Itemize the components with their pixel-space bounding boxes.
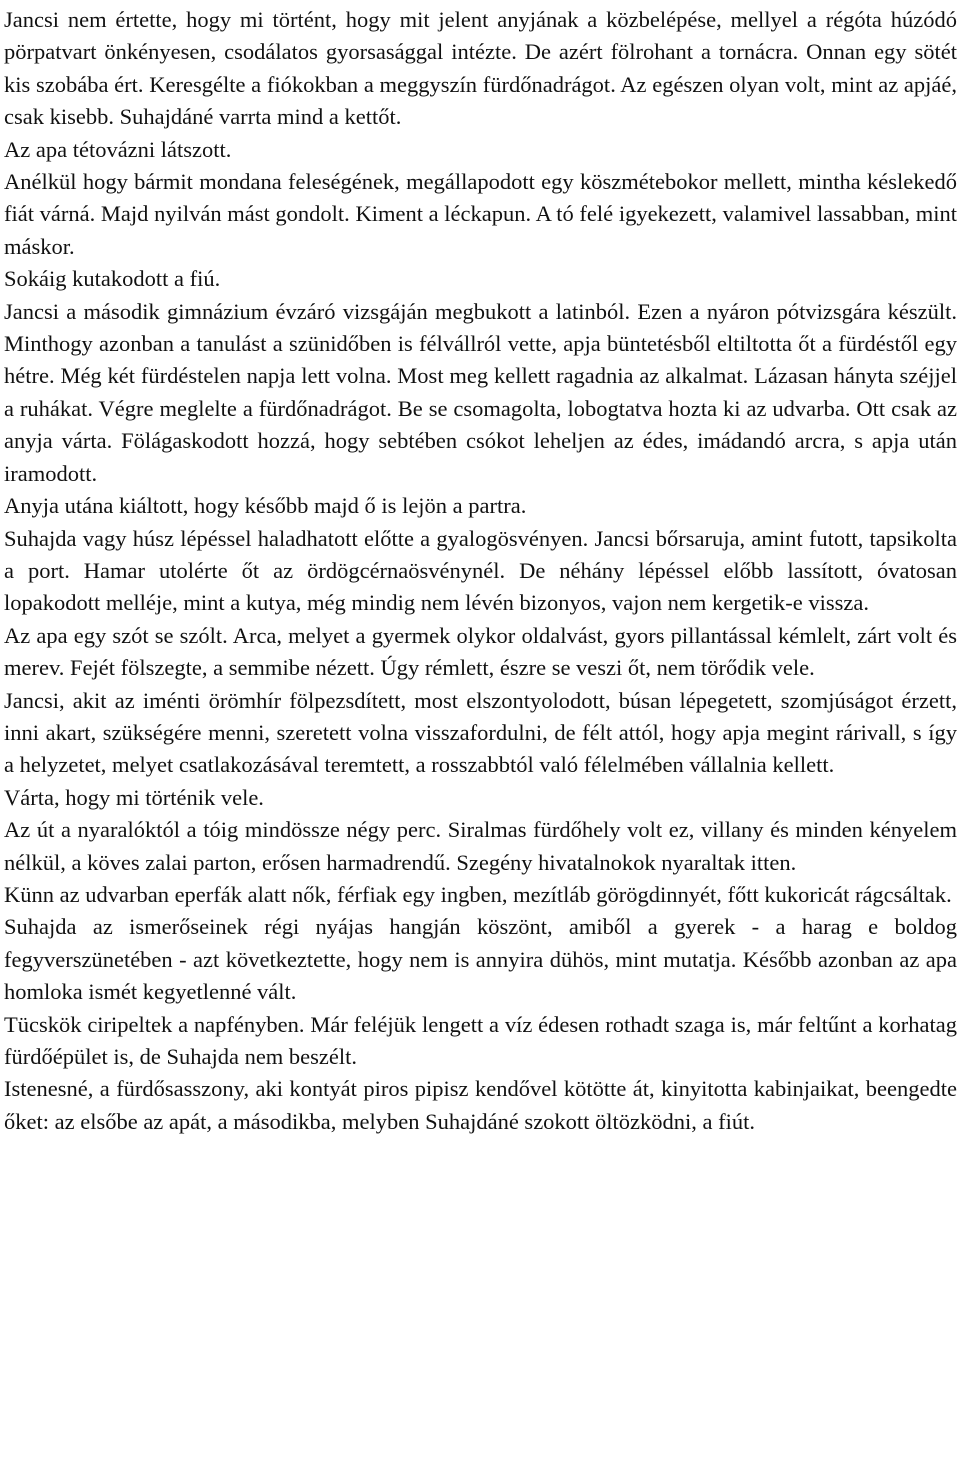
paragraph-11: Az út a nyaralóktól a tóig mindössze négy perc. Siralmas fürdőhely volt ez, villany és minden kényelem nélkül, a köves zalai parton, erősen harmadrendű. Szegény hivatalnokok nyaraltak itten. xyxy=(4,817,957,875)
paragraph-4: Sokáig kutakodott a fiú. xyxy=(4,266,221,292)
paragraph-14: Tücskök ciripeltek a napfényben. Már feléjük lengett a víz édesen rothadt szaga is, már feltűnt a korhatag fürdőépület is, de Suhajda nem beszélt. xyxy=(4,1011,957,1069)
paragraph-7: Suhajda vagy húsz lépéssel haladhatott előtte a gyalogösvényen. Jancsi bőrsaruja, amint futott, tapsikolta a port. Hamar utolérte őt az ördögcérnaösvénynél. De néhány lépéssel előbb lassított, óvatosan lopakodott melléje, mint a kutya, még mindig nem lévén bizonyos, vajon nem kergetik-e vissza. xyxy=(4,525,957,616)
paragraph-8: Az apa egy szót se szólt. Arca, melyet a gyermek olykor oldalvást, gyors pillantással kémlelt, zárt volt és merev. Fejét fölszegte, a semmibe nézett. Úgy rémlett, észre se veszi őt, nem törődik vele. xyxy=(4,622,957,681)
paragraph-6: Anyja utána kiáltott, hogy később majd ő is lejön a partra. xyxy=(4,493,527,519)
paragraph-10: Várta, hogy mi történik vele. xyxy=(4,784,264,810)
paragraph-2: Az apa tétovázni látszott. xyxy=(4,136,232,162)
paragraph-12: Künn az udvarban eperfák alatt nők, férfiak egy ingben, mezítláb görögdinnyét, főtt kukoricát rágcsáltak. xyxy=(4,881,952,907)
paragraph-3: Anélkül hogy bármit mondana feleségének, megállapodott egy köszmétebokor mellett, mintha késlekedő fiát várná. Majd nyilván mást gondolt. Kiment a léckapun. A tó felé igyekezett, valamivel lassabban, mint máskor. xyxy=(4,169,957,259)
paragraph-1: Jancsi nem értette, hogy mi történt, hogy mit jelent anyjának a közbelépése, mellyel a régóta húzódó pörpatvart önkényesen, csodálatos gyorsasággal intézte. De azért fölrohant a tornácra. Onnan egy sötét kis szobába ért. Keresgélte a fiókokban a meggyszín fürdőnadrágot. Az egészen olyan volt, mint az apjáé, csak kisebb. Suhajdáné varrta mind a kettőt. xyxy=(4,7,957,130)
paragraph-9: Jancsi, akit az iménti örömhír fölpezsdített, most elszontyolodott, búsan lépegetett, szomjúságot érzett, inni akart, szükségére menni, szeretett volna visszafordulni, de félt attól, hogy apja megint rárivall, s így a helyzetet, melyet csatlakozásával teremtett, a rosszabbtól való félelmében vállalnia kellett. xyxy=(4,687,957,778)
paragraph-5: Jancsi a második gimnázium évzáró vizsgáján megbukott a latinból. Ezen a nyáron pótvizsgára készült. Minthogy azonban a tanulást a szünidőben is félvállról vette, apja büntetésből eltiltotta őt a fürdéstől egy hétre. Még két fürdéstelen napja lett volna. Most meg kellett ragadnia az alkalmat. Lázasan hányta széjjel a ruhákat. Végre meglelte a fürdőnadrágot. Be se csomagolta, lobogtatva hozta ki az udvarba. Ott csak az anyja várta. Fölágaskodott hozzá, hogy sebtében csókot leheljen az édes, imádandó arcra, s apja után iramodott. xyxy=(4,298,957,486)
paragraph-13: Suhajda az ismerőseinek régi nyájas hangján köszönt, amiből a gyerek - a harag e boldog fegyverszünetében - azt következtette, hogy nem is annyira dühös, mint mutatja. Később azonban az apa homloka ismét kegyetlenné vált. xyxy=(4,914,957,1005)
paragraph-15: Istenesné, a fürdősasszony, aki kontyát piros pipisz kendővel kötötte át, kinyitotta kabinjaikat, beengedte őket: az elsőbe az apát, a másodikba, melyben Suhajdáné szokott öltözködni, a fiút. xyxy=(4,1076,957,1134)
